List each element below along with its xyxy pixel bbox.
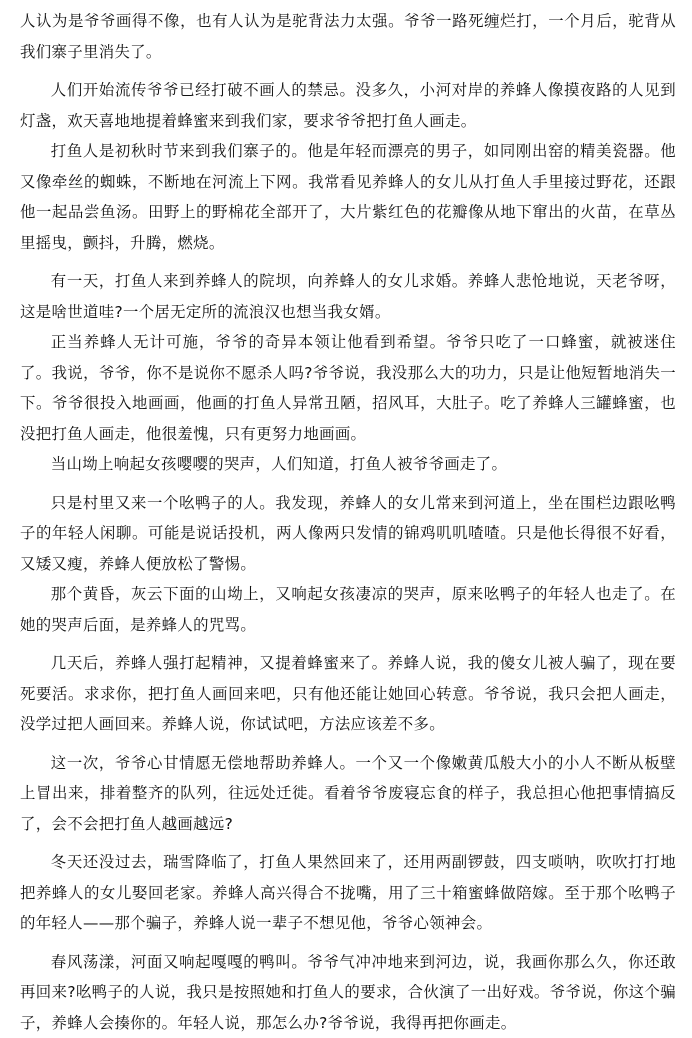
paragraph-6: 当山坳上响起女孩嘤嘤的哭声，人们知道，打鱼人被爷爷画走了。: [20, 449, 676, 480]
paragraph-12: 春风荡漾，河面又响起嘎嘎的鸭叫。爷爷气冲冲地来到河边，说，我画你那么久，你还敢再回来?吆鸭子的人说，我只是按照她和打鱼人的要求，合伙演了一出好戏。爷爷说，你这个骗子，养蜂人会揍你的。年轻人说，那怎么办?爷爷说，我得再把你画走。: [20, 947, 676, 1038]
paragraph-11: 冬天还没过去，瑞雪降临了，打鱼人果然回来了，还用两副锣鼓，四支唢呐，吹吹打打地把养蜂人的女儿娶回老家。养蜂人高兴得合不拢嘴，用了三十箱蜜蜂做陪嫁。至于那个吆鸭子的年轻人——那个骗子，养蜂人说一辈子不想见他，爷爷心领神会。: [20, 847, 676, 939]
paragraph-9: 几天后，养蜂人强打起精神，又提着蜂蜜来了。养蜂人说，我的傻女儿被人骗了，现在要死要活。求求你，把打鱼人画回来吧，只有他还能让她回心转意。爷爷说，我只会把人画走，没学过把人画回来。养蜂人说，你试试吧，方法应该差不多。: [20, 648, 676, 740]
paragraph-1: 人认为是爷爷画得不像，也有人认为是驼背法力太强。爷爷一路死缠烂打，一个月后，驼背从我们寨子里消失了。: [20, 6, 676, 67]
paragraph-4: 有一天，打鱼人来到养蜂人的院坝，向养蜂人的女儿求婚。养蜂人悲怆地说，天老爷呀，这是啥世道哇?一个居无定所的流浪汉也想当我女婿。: [20, 266, 676, 327]
paragraph-7: 只是村里又来一个吆鸭子的人。我发现，养蜂人的女儿常来到河道上，坐在围栏边跟吆鸭子的年轻人闲聊。可能是说话投机，两人像两只发情的锦鸡叽叽喳喳。只是他长得很不好看，又矮又瘦，养蜂人便放松了警惕。: [20, 488, 676, 580]
paragraph-3: 打鱼人是初秋时节来到我们寨子的。他是年轻而漂亮的男子，如同刚出窑的精美瓷器。他又像牵丝的蜘蛛，不断地在河流上下网。我常看见养蜂人的女儿从打鱼人手里接过野花，还跟他一起品尝鱼汤。田野上的野棉花全部开了，大片紫红色的花瓣像从地下窜出的火苗，在草丛里摇曳，颤抖，升腾，燃烧。: [20, 136, 676, 258]
paragraph-10: 这一次，爷爷心甘情愿无偿地帮助养蜂人。一个又一个像嫩黄瓜般大小的小人不断从板壁上冒出来，排着整齐的队列，往远处迁徙。看着爷爷废寝忘食的样子，我总担心他把事情搞反了，会不会把打鱼人越画越远?: [20, 748, 676, 840]
paragraph-8: 那个黄昏，灰云下面的山坳上，又响起女孩凄凉的哭声，原来吆鸭子的年轻人也走了。在她的哭声后面，是养蜂人的咒骂。: [20, 579, 676, 640]
paragraph-2: 人们开始流传爷爷已经打破不画人的禁忌。没多久，小河对岸的养蜂人像摸夜路的人见到灯盏，欢天喜地地提着蜂蜜来到我们家，要求爷爷把打鱼人画走。: [20, 75, 676, 136]
paragraph-5: 正当养蜂人无计可施，爷爷的奇异本领让他看到希望。爷爷只吃了一口蜂蜜，就被迷住了。我说，爷爷，你不是说你不愿杀人吗?爷爷说，我没那么大的功力，只是让他短暂地消失一下。爷爷很投入地画画，他画的打鱼人异常丑陋，招风耳，大肚子。吃了养蜂人三罐蜂蜜，也没把打鱼人画走，他很羞愧，只有更努力地画画。: [20, 327, 676, 449]
